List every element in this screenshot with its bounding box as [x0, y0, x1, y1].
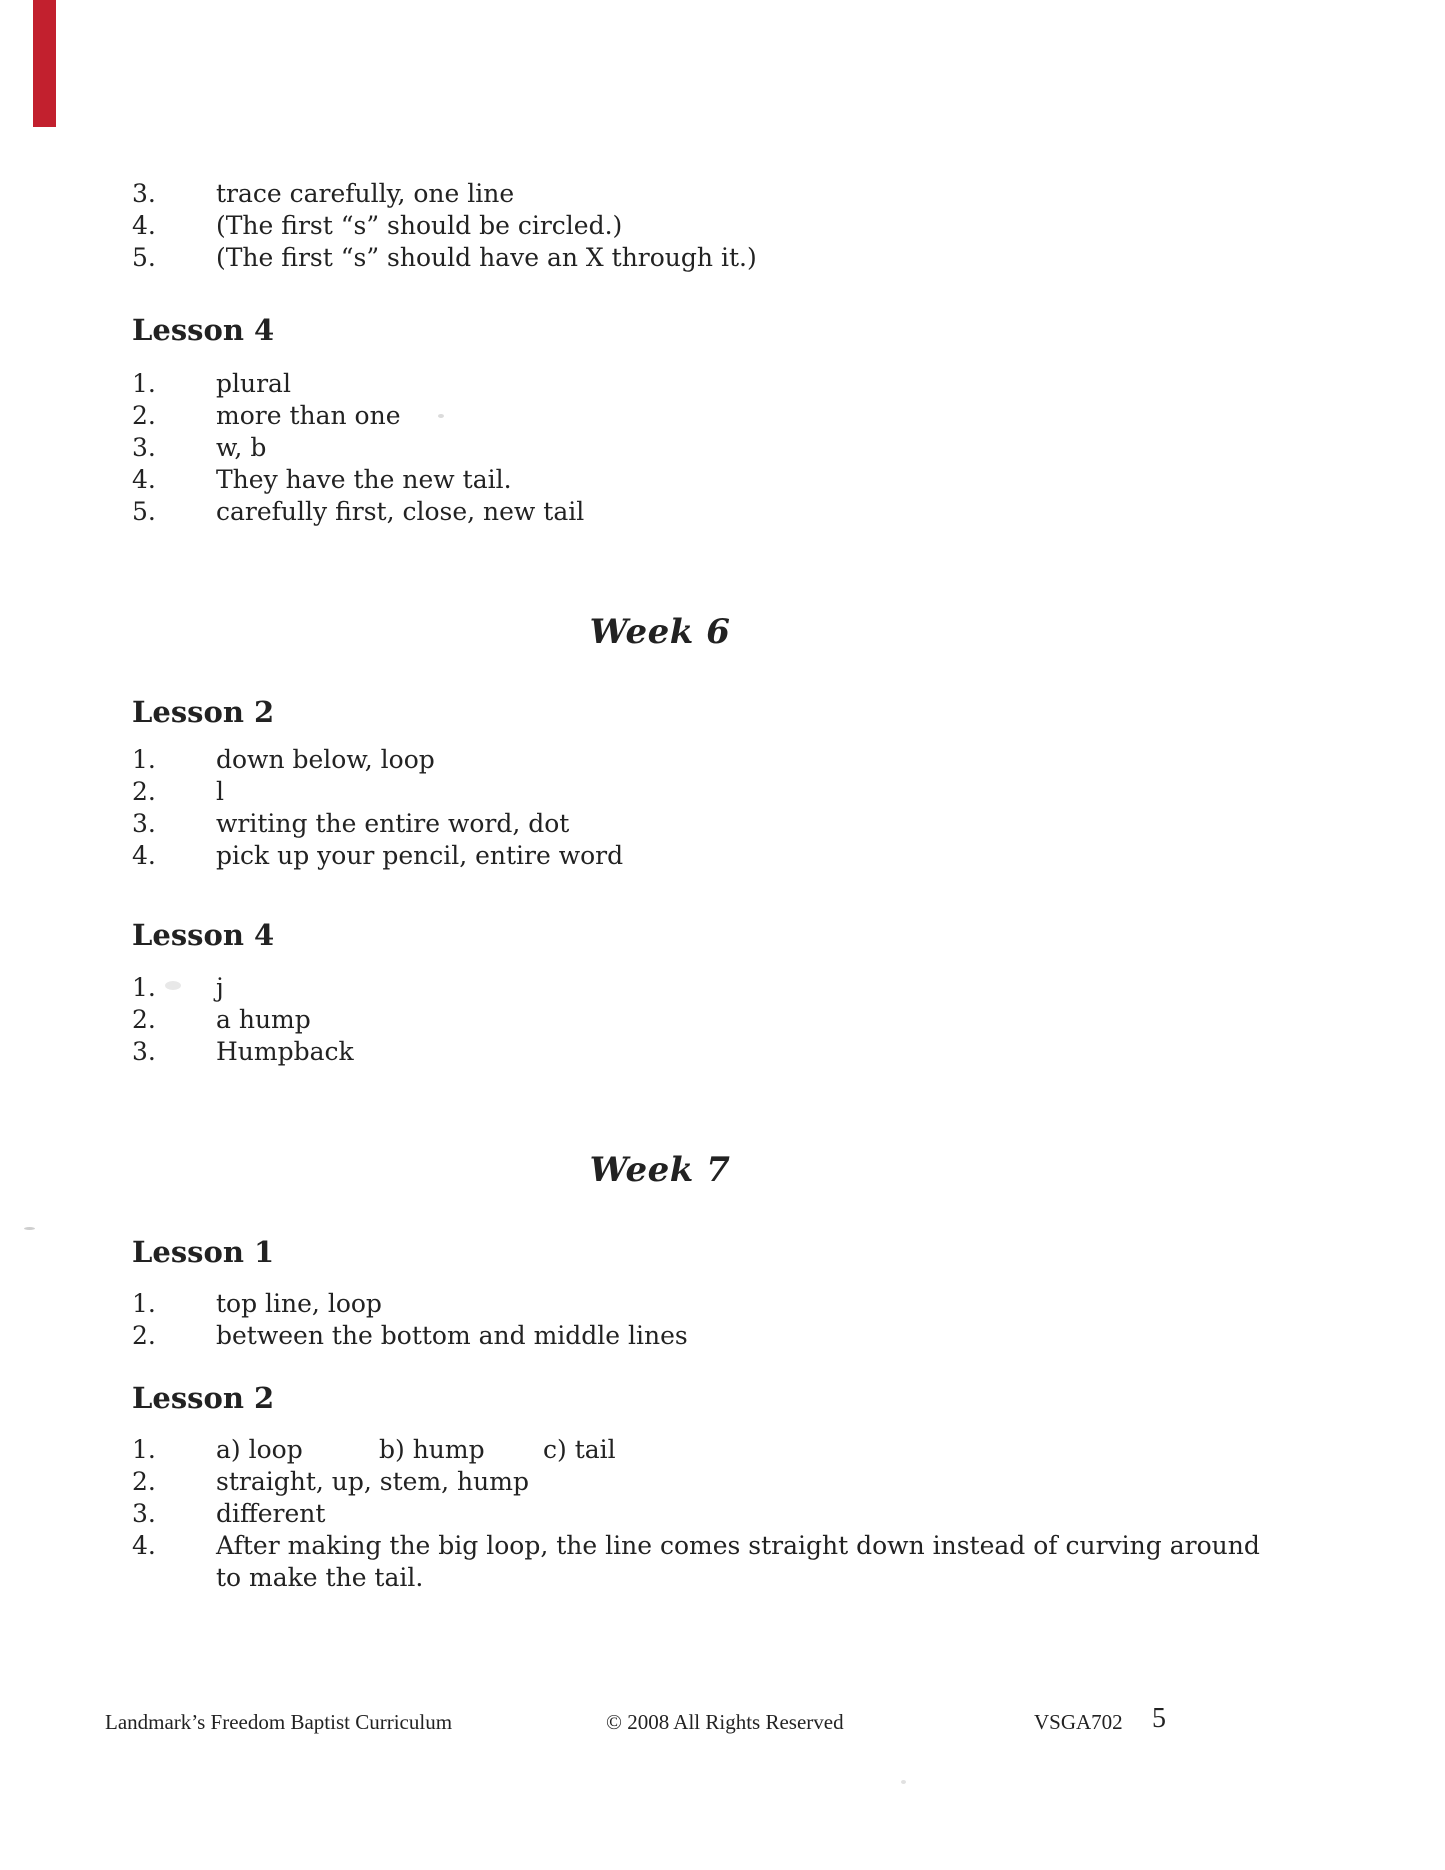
answer-number: 3. — [132, 809, 156, 838]
answer-row — [132, 1434, 1188, 1466]
footer-page-number: 5 — [1152, 1703, 1166, 1734]
answer-text: writing the entire word, dot — [216, 809, 570, 838]
scan-speck — [24, 1227, 35, 1230]
answer-text: to make the tail. — [216, 1563, 424, 1592]
answer-number: 4. — [132, 1531, 156, 1560]
answer-text: Humpback — [216, 1037, 354, 1066]
answer-row — [132, 432, 1188, 464]
answer-text: trace carefully, one line — [216, 179, 515, 208]
answer-number: 5. — [132, 497, 156, 526]
answer-number: 2. — [132, 401, 156, 430]
answer-text: l — [216, 777, 224, 806]
answer-row — [132, 1288, 1188, 1320]
red-margin-mark — [33, 0, 56, 127]
scan-speck — [438, 414, 444, 418]
answer-text: w, b — [216, 433, 267, 462]
answer-number: 1. — [132, 1435, 156, 1464]
footer-copyright: © 2008 All Rights Reserved — [606, 1710, 844, 1734]
answer-row — [132, 496, 1188, 528]
answer-number: 3. — [132, 179, 156, 208]
answer-number: 1. — [132, 369, 156, 398]
answer-row — [132, 776, 1188, 808]
answer-row — [132, 210, 1188, 242]
answer-text: They have the new tail. — [216, 465, 512, 494]
answer-row — [132, 1004, 1188, 1036]
lesson-heading: Lesson 2 — [132, 1381, 275, 1415]
answer-number: 2. — [132, 1321, 156, 1350]
week-heading: Week 6 — [589, 612, 731, 652]
answer-text: down below, loop — [216, 745, 435, 774]
answer-list — [132, 368, 1188, 528]
answer-row — [132, 400, 1188, 432]
answer-text: straight, up, stem, hump — [216, 1467, 529, 1496]
answer-text: different — [216, 1499, 326, 1528]
answer-row — [132, 1320, 1188, 1352]
answer-text: a) loop — [216, 1435, 303, 1464]
answer-number: 4. — [132, 211, 156, 240]
answer-number: 3. — [132, 1499, 156, 1528]
lesson-heading: Lesson 1 — [132, 1235, 275, 1269]
answer-row — [132, 178, 1188, 210]
answer-text: top line, loop — [216, 1289, 382, 1318]
answer-text: pick up your pencil, entire word — [216, 841, 624, 870]
footer-code: VSGA702 — [1034, 1710, 1123, 1734]
answer-text: (The first “s” should have an X through it.) — [216, 243, 757, 272]
answer-list — [132, 972, 1188, 1068]
answer-row — [132, 840, 1188, 872]
answer-list — [132, 1288, 1188, 1352]
answer-list — [132, 744, 1188, 872]
answer-row — [132, 1466, 1188, 1498]
answer-row — [132, 368, 1188, 400]
answer-text: After making the big loop, the line comes straight down instead of curving around — [216, 1531, 1260, 1560]
answer-row — [132, 464, 1188, 496]
answer-row — [132, 744, 1188, 776]
week-heading: Week 7 — [589, 1150, 731, 1190]
lesson-heading: Lesson 4 — [132, 918, 275, 952]
answer-number: 2. — [132, 1467, 156, 1496]
answer-row — [132, 1562, 1188, 1594]
answer-number: 4. — [132, 465, 156, 494]
lesson-heading: Lesson 4 — [132, 313, 275, 347]
answer-number: 1. — [132, 745, 156, 774]
answer-text: c) tail — [543, 1435, 616, 1464]
lesson-heading: Lesson 2 — [132, 695, 275, 729]
answer-row — [132, 1530, 1260, 1562]
answer-text: plural — [216, 369, 291, 398]
answer-text: (The first “s” should be circled.) — [216, 211, 623, 240]
answer-row — [132, 808, 1188, 840]
answer-number: 1. — [132, 1289, 156, 1318]
answer-text: a hump — [216, 1005, 311, 1034]
footer-curriculum-name: Landmark’s Freedom Baptist Curriculum — [105, 1710, 453, 1734]
answer-number: 5. — [132, 243, 156, 272]
answer-number: 3. — [132, 1037, 156, 1066]
scan-speck — [165, 981, 181, 990]
answer-list — [132, 1434, 1260, 1594]
answer-list — [132, 178, 1188, 274]
answer-text: between the bottom and middle lines — [216, 1321, 688, 1350]
answer-number: 2. — [132, 777, 156, 806]
answer-text: more than one — [216, 401, 401, 430]
answer-number: 1. — [132, 973, 156, 1002]
answer-row — [132, 972, 1188, 1004]
answer-text: j — [216, 973, 224, 1002]
answer-number: 3. — [132, 433, 156, 462]
answer-row — [132, 1498, 1188, 1530]
answer-text: carefully first, close, new tail — [216, 497, 585, 526]
scan-speck — [901, 1780, 906, 1784]
answer-text: b) hump — [379, 1435, 485, 1464]
answer-number: 2. — [132, 1005, 156, 1034]
answer-row — [132, 1036, 1188, 1068]
answer-row — [132, 242, 1188, 274]
answer-number: 4. — [132, 841, 156, 870]
